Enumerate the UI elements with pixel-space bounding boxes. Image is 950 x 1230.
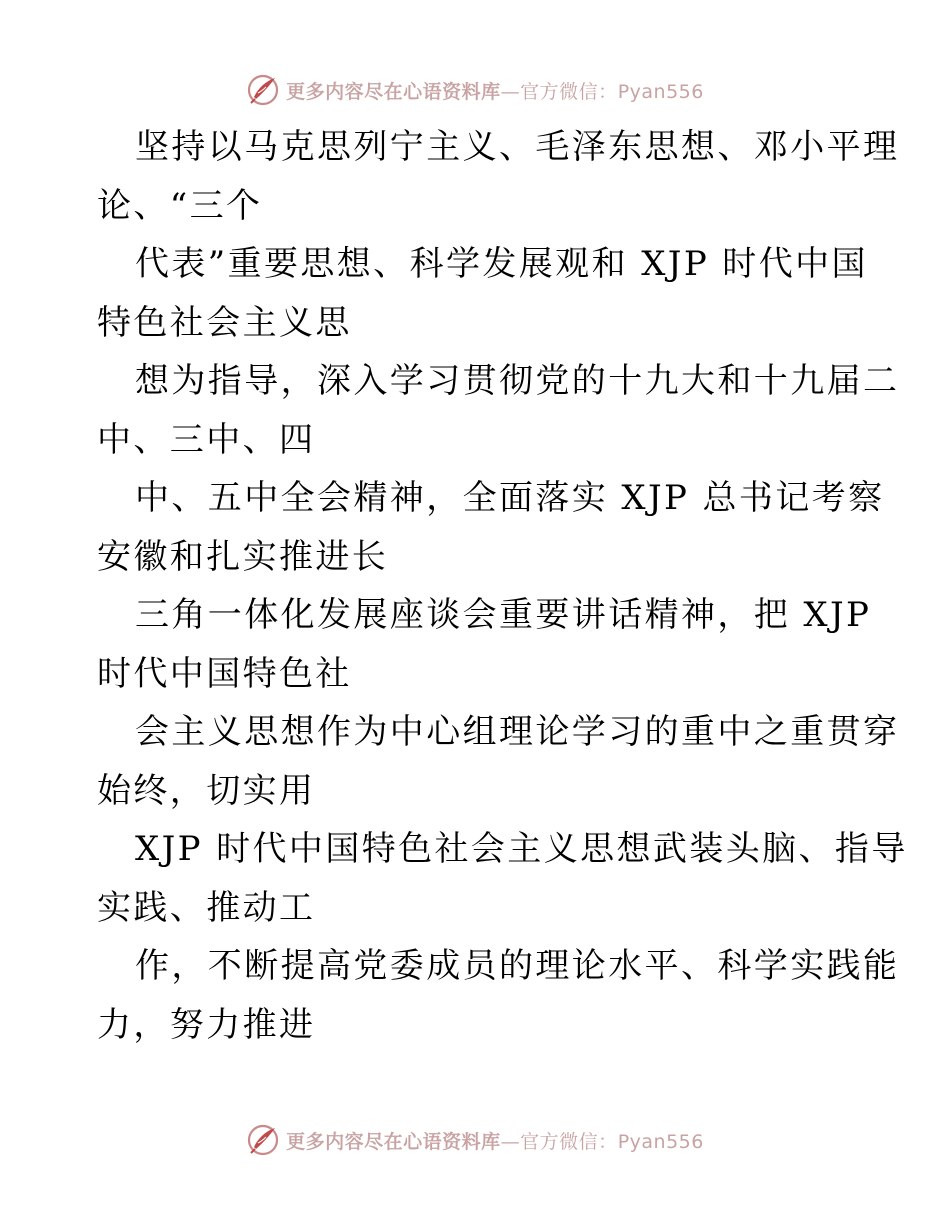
watermark-site-name: 更多内容尽在心语资料库: [286, 1130, 501, 1153]
watermark-wechat-label: 官方微信：: [520, 80, 618, 103]
watermark-wechat-id: Pyan556: [617, 1130, 704, 1153]
watermark-wechat-id: Pyan556: [617, 80, 704, 103]
header-watermark-banner: [0, 70, 950, 110]
text-line-6: 中、三中、四: [97, 419, 316, 460]
text-line-7: 中、五中全会精神，全面落实 XJP 总书记考察: [135, 478, 885, 518]
watermark-text: [286, 77, 704, 104]
text-line-13: XJP 时代中国特色社会主义思想武装头脑、指导: [135, 829, 908, 869]
footer-watermark-banner: [0, 1120, 950, 1160]
watermark-separator: —: [500, 1130, 521, 1153]
quill-pen-circle-icon: [246, 73, 280, 107]
text-line-4: 特色社会主义思: [97, 302, 352, 343]
text-line-2: 论、“三个: [97, 185, 263, 226]
text-line-3: 代表”重要思想、科学发展观和 XJP 时代中国: [135, 244, 868, 284]
watermark-wechat-label: 官方微信：: [520, 1130, 618, 1153]
text-line-14: 实践、推动工: [97, 887, 316, 928]
watermark-site-name: 更多内容尽在心语资料库: [286, 80, 501, 103]
text-line-15: 作，不断提高党委成员的理论水平、科学实践能: [135, 946, 900, 986]
text-line-9: 三角一体化发展座谈会重要讲话精神，把 XJP: [135, 595, 872, 635]
text-line-16: 力，努力推进: [97, 1004, 316, 1045]
watermark-text: [286, 1127, 704, 1154]
document-body: [97, 118, 908, 1054]
text-line-12: 始终，切实用: [97, 770, 316, 811]
text-line-10: 时代中国特色社: [97, 653, 352, 694]
quill-pen-circle-icon: [246, 1123, 280, 1157]
text-line-5: 想为指导，深入学习贯彻党的十九大和十九届二: [135, 361, 900, 401]
text-line-8: 安徽和扎实推进长: [97, 536, 389, 577]
text-line-1: 坚持以马克思列宁主义、毛泽东思想、邓小平理: [135, 127, 900, 167]
watermark-separator: —: [500, 80, 521, 103]
text-line-11: 会主义思想作为中心组理论学习的重中之重贯穿: [135, 712, 900, 752]
